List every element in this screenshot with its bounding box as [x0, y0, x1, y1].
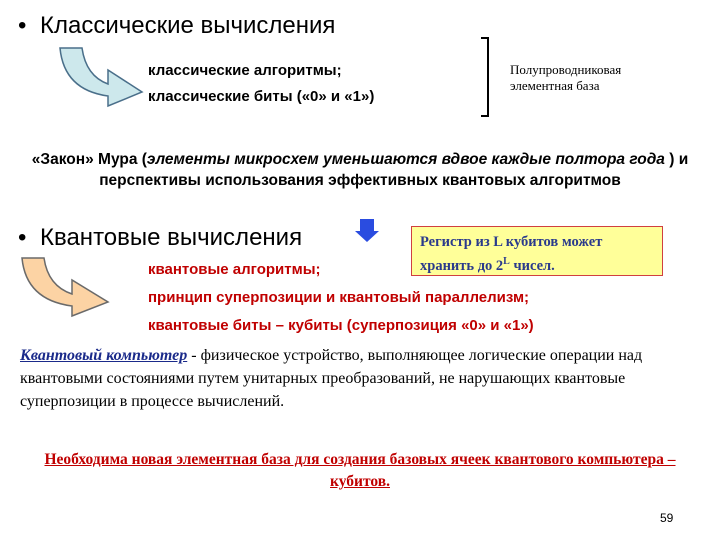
quantum-computer-definition — [20, 344, 700, 413]
register-sup: L — [503, 256, 510, 267]
register-note — [411, 226, 663, 276]
superposition-principle: принцип суперпозиции и квантовый параллелизм; — [148, 289, 530, 306]
classical-heading-text: Классические вычисления — [40, 12, 336, 39]
classical-bits: классические биты («0» и «1») — [148, 88, 375, 105]
register-part1: Регистр из L кубитов может хранить до 2 — [420, 234, 603, 274]
moore-part2: ) и перспективы использования эффективных квантовых алгоритмов — [99, 151, 689, 189]
bullet: • — [18, 224, 27, 251]
register-part2: чисел. — [509, 257, 555, 274]
moore-part1: «Закон» Мура ( — [31, 151, 147, 168]
bullet: • — [18, 12, 27, 39]
conclusion-text: Необходима новая элементная база для создания базовых ячеек квантового компьютера – кубитов. — [44, 451, 676, 490]
quantum-heading-text: Квантовые вычисления — [40, 224, 303, 251]
curved-arrow-icon — [20, 256, 115, 318]
definition-text: - физическое устройство, выполняющее логические операции над квантовыми состояниями путем унитарных преобразований, не нарушающих квантовые суперпозиции в процессе вычислений. — [20, 347, 643, 410]
down-arrow-icon — [354, 219, 380, 243]
curved-arrow-icon — [58, 46, 148, 108]
register-note-text — [420, 234, 602, 274]
definition-term: Квантовый компьютер — [20, 347, 188, 364]
right-brace-icon — [478, 36, 500, 118]
quantum-algorithms: квантовые алгоритмы; — [148, 261, 321, 278]
element-base-line2: элементная база — [510, 78, 600, 93]
quantum-heading — [18, 224, 302, 252]
page-number: 59 — [660, 511, 674, 525]
moore-italic: элементы микросхем уменьшаются вдвое каждые полтора года — [146, 151, 665, 168]
qubits: квантовые биты – кубиты (суперпозиция «0» и «1») — [148, 317, 534, 334]
classical-heading — [18, 12, 335, 40]
classical-algorithms: классические алгоритмы; — [148, 62, 342, 79]
element-base-label — [510, 62, 621, 94]
element-base-line1: Полупроводниковая — [510, 62, 622, 77]
moore-law-text — [22, 149, 698, 191]
